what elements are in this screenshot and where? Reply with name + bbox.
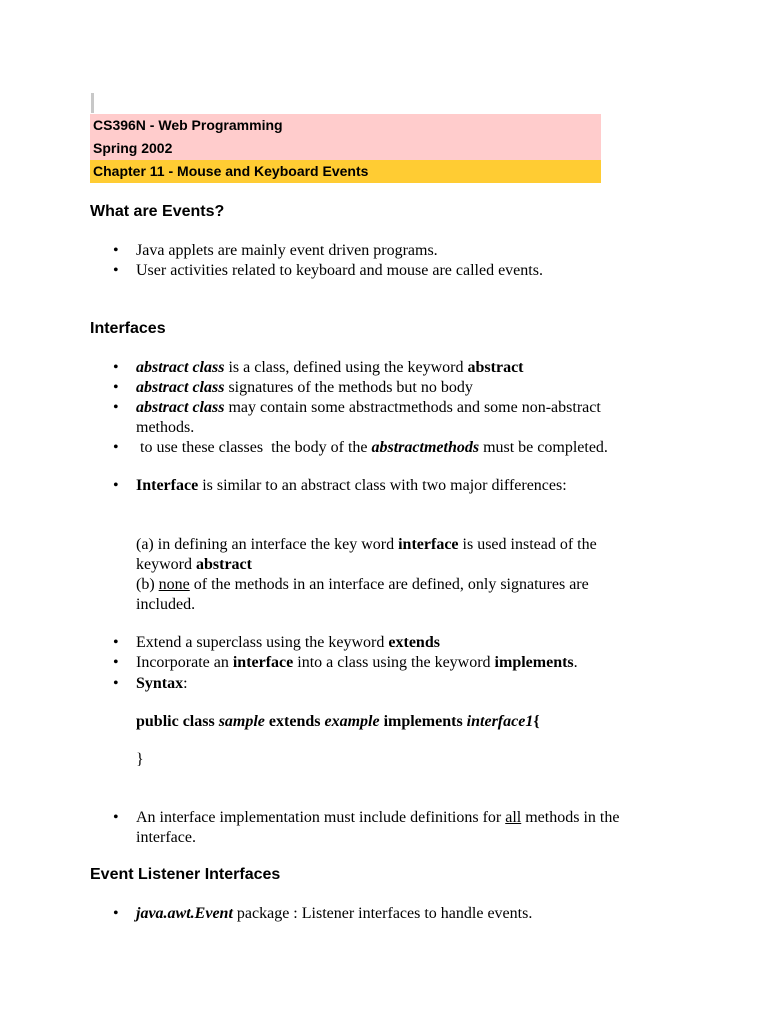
- difference-b-continuation: included.: [136, 596, 196, 613]
- syntax-interface-name: interface1: [466, 713, 534, 730]
- syntax-part: public class: [136, 713, 219, 730]
- emphasis: abstract class: [136, 359, 225, 376]
- item-text: (a) in defining an interface the key word: [136, 536, 399, 553]
- item-text: is a class, defined using the keyword: [224, 359, 468, 376]
- list-item: Java applets are mainly event driven programs.: [136, 242, 438, 259]
- item-text: signatures of the methods but no body: [224, 379, 473, 396]
- text-cursor: [91, 93, 94, 113]
- bullet-dot: •: [113, 675, 119, 692]
- item-text: into a class using the keyword: [293, 654, 495, 671]
- chapter-title: Chapter 11 - Mouse and Keyboard Events: [90, 160, 601, 183]
- difference-b: [136, 575, 589, 595]
- keyword: implements: [494, 654, 574, 671]
- bullet-dot: •: [113, 809, 119, 826]
- emphasis: abstractmethods: [371, 439, 480, 456]
- bullet-dot: •: [113, 905, 119, 922]
- item-text: keyword: [136, 556, 196, 573]
- item-text: may contain some abstractmethods and some non-abstract: [224, 399, 601, 416]
- section-heading-listeners: Event Listener Interfaces: [90, 866, 281, 883]
- syntax-part: {: [533, 713, 540, 730]
- keyword: interface: [232, 654, 294, 671]
- item-text: is similar to an abstract class with two major differences:: [198, 477, 567, 494]
- list-item: [136, 808, 619, 828]
- difference-a-continuation: [136, 555, 252, 575]
- item-text: Incorporate an: [136, 654, 233, 671]
- course-title: CS396N - Web Programming: [90, 114, 601, 137]
- section-heading-events: What are Events?: [90, 203, 225, 220]
- bullet-dot: •: [113, 262, 119, 279]
- bullet-dot: •: [113, 654, 119, 671]
- list-item: [136, 476, 567, 496]
- keyword: interface: [398, 536, 459, 553]
- syntax-part: extends: [264, 713, 325, 730]
- bullet-dot: •: [113, 399, 119, 416]
- list-item: [136, 398, 601, 418]
- keyword: abstract: [195, 556, 252, 573]
- syntax-close-brace: }: [136, 751, 144, 768]
- syntax-part: implements: [379, 713, 467, 730]
- difference-a: [136, 535, 597, 555]
- bullet-dot: •: [113, 379, 119, 396]
- item-text: .: [573, 654, 578, 671]
- keyword: Syntax: [136, 675, 184, 692]
- list-item: [136, 358, 524, 378]
- list-item-continuation: interface.: [136, 829, 196, 846]
- emphasis: abstract class: [136, 399, 225, 416]
- list-item: [136, 378, 473, 398]
- item-text: to use these classes the body of the: [136, 439, 372, 456]
- syntax-line: [136, 712, 540, 732]
- bullet-dot: •: [113, 477, 119, 494]
- syntax-superclass-name: example: [324, 713, 380, 730]
- item-text: :: [183, 675, 188, 692]
- item-text: of the methods in an interface are defined, only signatures are: [189, 576, 589, 593]
- item-text: An interface implementation must include definitions for: [136, 809, 506, 826]
- emphasis: abstract class: [136, 379, 225, 396]
- list-item: [136, 438, 608, 458]
- bullet-dot: •: [113, 242, 119, 259]
- list-item-continuation: methods.: [136, 419, 195, 436]
- bullet-dot: •: [113, 634, 119, 651]
- item-text: package : Listener interfaces to handle events.: [232, 905, 533, 922]
- section-heading-interfaces: Interfaces: [90, 320, 166, 337]
- syntax-class-name: sample: [218, 713, 265, 730]
- bullet-dot: •: [113, 359, 119, 376]
- item-text: must be completed.: [479, 439, 608, 456]
- list-item: [136, 653, 578, 673]
- list-item: [136, 633, 440, 653]
- emphasis: java.awt.Event: [136, 905, 233, 922]
- list-item: User activities related to keyboard and mouse are called events.: [136, 262, 543, 279]
- keyword: Interface: [136, 477, 199, 494]
- keyword: abstract: [467, 359, 524, 376]
- item-text: (b): [136, 576, 159, 593]
- list-item: [136, 904, 532, 924]
- keyword: extends: [388, 634, 440, 651]
- underlined-word: none: [158, 576, 190, 593]
- bullet-dot: •: [113, 439, 119, 456]
- list-item: [136, 674, 188, 694]
- item-text: is used instead of the: [458, 536, 597, 553]
- underlined-word: all: [505, 809, 522, 826]
- item-text: Extend a superclass using the keyword: [136, 634, 389, 651]
- item-text: methods in the: [521, 809, 620, 826]
- term-label: Spring 2002: [90, 137, 601, 160]
